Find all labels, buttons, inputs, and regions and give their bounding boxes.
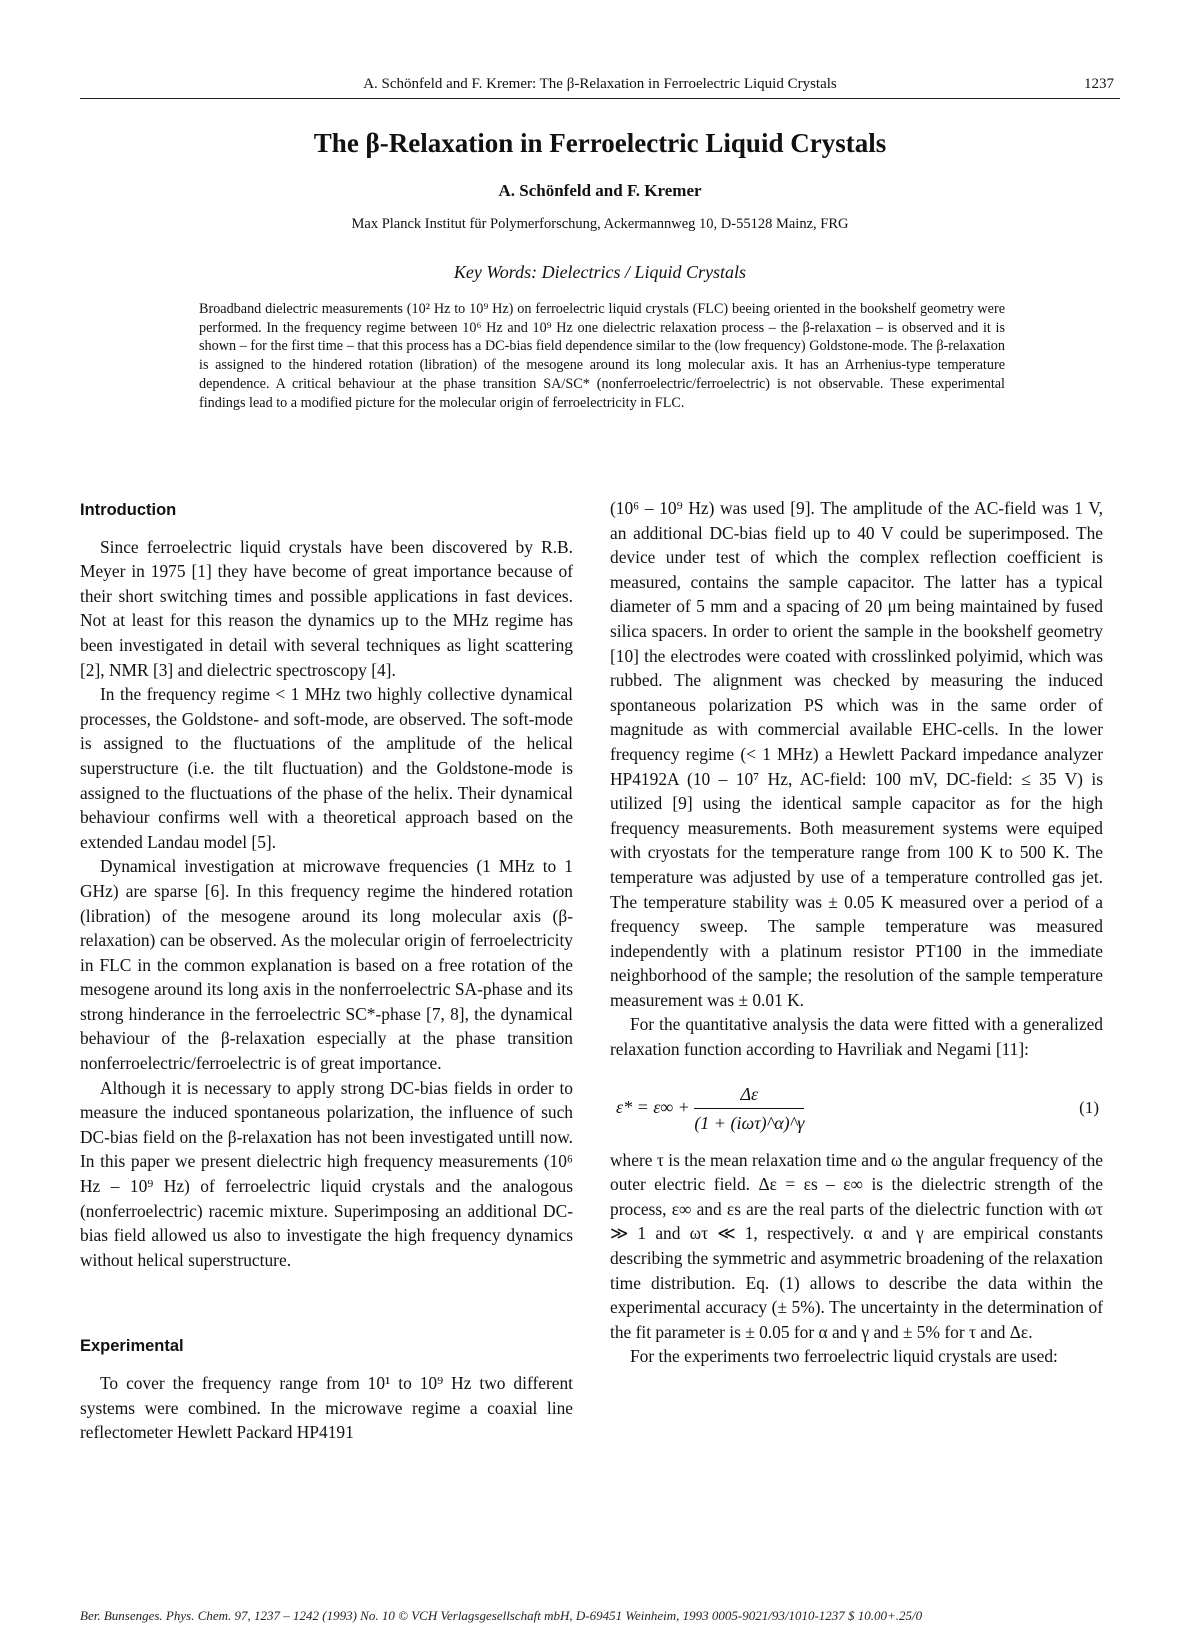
article-title: The β-Relaxation in Ferroelectric Liquid Crystals (313, 128, 887, 158)
equation-1 (610, 1072, 1103, 1144)
experimental-paragraph-1: To cover the frequency range from 10¹ to 10⁹ Hz two different systems were combined. In the microwave regime a coaxial line reflectometer Hewlett Packard HP4191 (80, 1373, 573, 1443)
equation-fraction (694, 1082, 804, 1136)
equation-numerator: Δε (694, 1082, 804, 1110)
keywords: Key Words: Dielectrics / Liquid Crystals (453, 262, 747, 282)
experimental-heading: Experimental (80, 1337, 184, 1356)
intro-paragraph-2: In the frequency regime < 1 MHz two highly collective dynamical processes, the Goldstone- and soft-mode, are observed. The soft-mode is assigned to the fluctuations of the amplitude of the helical superstructure (i.e. the tilt fluctuation) and the Goldstone-mode is assigned to the fluctuations of the phase of the helix. Their dynamical behaviour confirms well with a theoretical approach based on the extended Landau model [5]. (80, 684, 573, 852)
experimental-paragraph-2: (10⁶ – 10⁹ Hz) was used [9]. The amplitude of the AC-field was 1 V, an additional DC-bias field up to 40 V could be superimposed. The device under test of which the complex reflection coefficient is measured, contains the sample capacitor. The latter has a typical diameter of 5 mm and a spacing of 20 μm being maintained by fused silica spacers. In order to orient the sample in the bookshelf geometry [10] the electrodes were coated with crosslinked polyimid, which was rubbed. The alignment was checked by measuring the induced spontaneous polarization PS which was in the same order of magnitude as with commercial available EHC-cells. In the lower frequency regime (< 1 MHz) a Hewlett Packard impedance analyzer HP4192A (10 – 10⁷ Hz, AC-field: 100 mV, DC-field: ≤ 35 V) is utilized [9] using the identical sample capacitor as for the high frequency measurements. Both measurement systems were equiped with cryostats for the temperature range from 100 K to 500 K. The temperature was adjusted by use of a temperature controlled gas jet. The temperature stability was ± 0.05 K measured over a period of a frequency sweep. The sample temperature was measured independently with a platinum resistor PT100 in the immediate neighborhood of the sample; the resolution of the sample temperature measurement was ± 0.01 K. (610, 498, 1103, 1010)
experimental-paragraph-5: For the experiments two ferroelectric liquid crystals are used: (630, 1346, 1058, 1367)
intro-paragraph-1: Since ferroelectric liquid crystals have been discovered by R.B. Meyer in 1975 [1] they have become of great importance because of their short switching times and possible applications in fast devices. Not at least for this reason the dynamics up to the MHz regime has been investigated in detail with several techniques as light scattering [2], NMR [3] and dielectric spectroscopy [4]. (80, 536, 573, 680)
equation-number: (1) (1079, 1097, 1099, 1117)
experimental-paragraph-4: where τ is the mean relaxation time and ω the angular frequency of the outer electric field. Δε = εs – ε∞ is the dielectric strength of the process, ε∞ and εs are the real parts of the dielectric function with ωτ ≫ 1 and ωτ ≪ 1, respectively. α and γ are empirical constants describing the symmetric and asymmetric broadening of the relaxation time distribution. Eq. (1) allows to describe the data within the experimental accuracy (± 5%). The uncertainty in the determination of the fit parameter is ± 0.05 for α and γ and ± 5% for τ and Δε. (610, 1149, 1103, 1342)
affiliation: Max Planck Institut für Polymerforschung, Ackermannweg 10, D-55128 Mainz, FRG (351, 216, 849, 232)
equation-denominator: (1 + (iωτ)^α)^γ (694, 1113, 805, 1134)
experimental-paragraph-3: For the quantitative analysis the data were fitted with a generalized relaxation function according to Havriliak and Negami [11]: (610, 1014, 1103, 1060)
page-number: 1237 (1084, 76, 1114, 92)
equation-body (616, 1082, 804, 1136)
abstract: Broadband dielectric measurements (10² Hz to 10⁹ Hz) on ferroelectric liquid crystals (FLC) beeing oriented in the bookshelf geometry were performed. In the frequency regime between 10⁶ Hz and 10⁹ Hz one dielectric relaxation process – the β-relaxation – is observed and it is shown – for the first time – that this process has a DC-bias field dependence similar to the (low frequency) Goldstone-mode. The β-relaxation is assigned to the hindered rotation (libration) of the mesogene around its long molecular axis. It has an Arrhenius-type temperature dependence. A critical behaviour at the phase transition SA/SC* (nonferroelectric/ferroelectric) is not observable. These experimental findings lead to a modified picture for the molecular origin of ferroelectricity in FLC. (199, 301, 1005, 411)
left-column (80, 498, 573, 1445)
intro-paragraph-3: Dynamical investigation at microwave frequencies (1 MHz to 1 GHz) are sparse [6]. In this frequency regime the hindered rotation (libration) of the mesogene around its long molecular axis (β-relaxation) can be observed. As the molecular origin of ferroelectricity in FLC in the common explanation is based on a free rotation of the mesogene around its long axis in the nonferroelectric SA-phase and its strong hinderance in the ferroelectric SC*-phase [7, 8], the dynamical behaviour of the β-relaxation especially at the phase transition nonferroelectric/ferroelectric is of great importance. (80, 856, 573, 1074)
right-column (610, 496, 1103, 1369)
journal-footer: Ber. Bunsenges. Phys. Chem. 97, 1237 – 1242 (1993) No. 10 © VCH Verlagsgesellschaft mbH, D-69451 Weinheim, 1993 0005-9021/93/1010-1237 $ 10.00+.25/0 (80, 1608, 923, 1623)
intro-paragraph-4: Although it is necessary to apply strong DC-bias fields in order to measure the induced spontaneous polarization, the influence of such DC-bias field on the β-relaxation has not been investigated untill now. In this paper we present dielectric high frequency measurements (10⁶ Hz – 10⁹ Hz) of ferroelectric liquid crystals and the analogous (nonferroelectric) racemic mixture. Superimposing an additional DC-bias field allowed us also to investigate the high frequency dynamics without helical superstructure. (80, 1077, 573, 1270)
running-header (80, 72, 1120, 99)
introduction-heading: Introduction (80, 501, 177, 519)
authors: A. Schönfeld and F. Kremer (498, 181, 702, 200)
equation-lhs: ε* = ε∞ + (616, 1096, 690, 1117)
running-title: A. Schönfeld and F. Kremer: The β-Relaxation in Ferroelectric Liquid Crystals (363, 76, 837, 92)
